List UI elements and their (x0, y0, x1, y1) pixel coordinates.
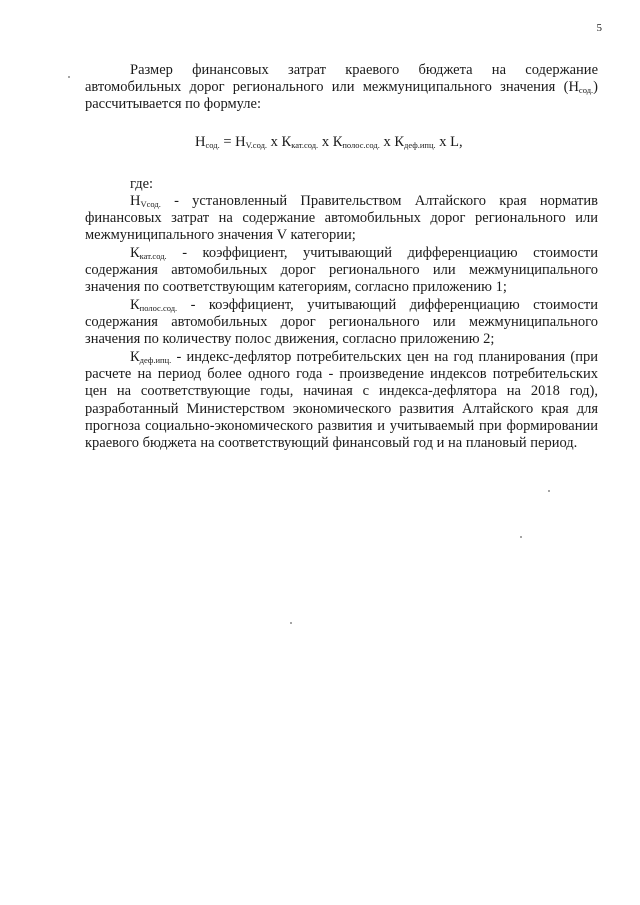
scan-speck (68, 76, 70, 78)
formula-lhs: Н (195, 134, 206, 150)
formula-term1-sub: V.сод. (245, 140, 268, 150)
formula-term4-sub: деф.ипц. (404, 140, 436, 150)
definition-symbol: К (130, 245, 140, 261)
definition-subscript: кат.сод. (139, 251, 167, 261)
intro-subscript: сод. (578, 85, 594, 96)
formula-op1: х К (267, 134, 292, 150)
definition-symbol: Н (130, 193, 141, 209)
scan-speck (520, 536, 522, 538)
intro-text-before: Размер финансовых затрат краевого бюджета на содержание автомобильных дорог регионального или межмуниципального значения (Н (85, 62, 598, 96)
definition-text: - индекс-дефлятор потребительских цен на год планирования (при расчете на период более одного года - произведение индексов потребительских цен на соответствующие годы, начиная с индекса-дефлятора на 2018 год), разработанный Министерством экономического развития Алтайского края для прогноза социально-экономического развития и учитываемый при формировании краевого бюджета на соответствующий финансовый год и на плановый период. (85, 349, 598, 452)
page-number: 5 (596, 22, 602, 34)
definition-symbol: К (130, 349, 140, 365)
intro-paragraph (85, 62, 598, 114)
intro-text-after: ) рассчитывается по формуле: (85, 79, 598, 113)
definition-text: - коэффициент, учитывающий дифференциацию стоимости содержания автомобильных дорог регионального или межмуниципального значения по количеству полос движения, согласно приложению 2; (85, 297, 598, 348)
formula-term2-sub: кат.сод. (291, 140, 319, 150)
definition-subscript: Vсод. (140, 199, 161, 209)
formula-eq: = Н (219, 134, 246, 150)
definition-text: - коэффициент, учитывающий дифференциацию стоимости содержания автомобильных дорог регионального или межмуниципального значения по соответствующим категориям, согласно приложению 1; (85, 245, 598, 296)
scan-speck (290, 622, 292, 624)
scan-speck (548, 490, 550, 492)
definition-subscript: деф.ипц. (139, 355, 172, 365)
formula-tail: х L, (435, 134, 463, 150)
formula-op3: х К (379, 134, 405, 150)
definition-item (85, 193, 598, 245)
formula-op2: х К (318, 134, 343, 150)
formula (195, 134, 463, 151)
where-label: где: (130, 176, 154, 192)
definition-item (85, 297, 598, 349)
definition-item (85, 349, 598, 452)
definition-text: - установленный Правительством Алтайского края норматив финансовых затрат на содержание автомобильных дорог регионального или межмуниципального значения V категории; (85, 193, 598, 244)
formula-term3-sub: полос.сод. (342, 140, 380, 150)
definition-symbol: К (130, 297, 140, 313)
definition-subscript: полос.сод. (139, 303, 178, 313)
formula-lhs-sub: сод. (205, 140, 220, 150)
definition-item (85, 245, 598, 297)
